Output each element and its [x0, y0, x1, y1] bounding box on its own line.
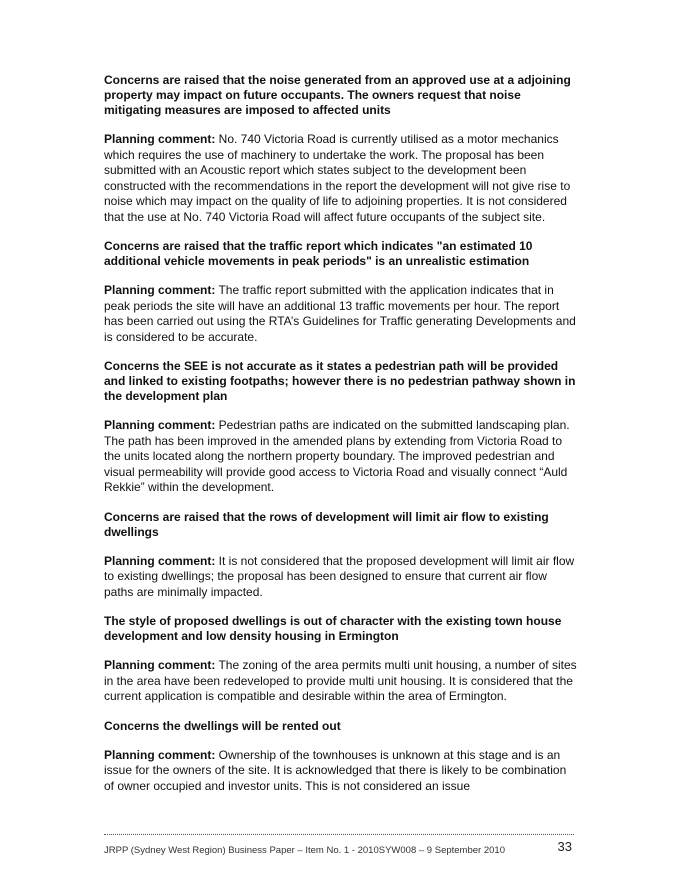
comment-text: The zoning of the area permits multi unit housing, a number of sites in the area have been redeveloped to provide multi unit housing. It is considered that the current application is compatible and desirable within the area of Ermington.: [104, 658, 577, 703]
concern-heading: Concerns the SEE is not accurate as it states a pedestrian path will be provided and linked to existing footpaths; however there is no pedestrian pathway shown in the development plan: [104, 359, 576, 403]
comment-lead: Planning comment:: [104, 553, 216, 568]
comment-text: It is not considered that the proposed development will limit air flow to existing dwellings; the proposal has been designed to ensure that current air flow paths are minimally impacted.: [104, 553, 575, 599]
concern-heading: Concerns are raised that the noise generated from an approved use at a adjoining property may impact on future occupants. The owners request that noise mitigating measures are imposed to affected units: [104, 73, 571, 117]
concern-section: [104, 239, 579, 345]
document-body: [104, 73, 579, 808]
concern-section: [104, 614, 579, 705]
comment-lead: Planning comment:: [104, 283, 216, 297]
concern-section: [104, 73, 579, 225]
concern-heading: Concerns are raised that the rows of development will limit air flow to existing dwellings: [104, 509, 549, 539]
planning-comment: [104, 132, 579, 225]
planning-comment: [104, 418, 579, 496]
footer-text: JRPP (Sydney West Region) Business Paper – Item No. 1 - 2010SYW008 – 9 September 2010: [104, 845, 505, 856]
concern-section: [104, 359, 579, 496]
concern-heading: The style of proposed dwellings is out of character with the existing town house development and low density housing in Ermington: [104, 614, 562, 643]
comment-lead: Planning comment:: [104, 132, 216, 146]
planning-comment: [104, 554, 579, 601]
comment-text: Ownership of the townhouses is unknown at this stage and is an issue for the owners of the site. It is acknowledged that there is likely to be combination of owner occupied and investor units. This is not considered an issue: [104, 747, 567, 793]
planning-comment: [104, 748, 579, 795]
comment-lead: Planning comment:: [104, 747, 216, 762]
page-number: 33: [557, 839, 572, 854]
planning-comment: [104, 283, 579, 345]
concern-section: [104, 719, 579, 795]
comment-text: The traffic report submitted with the application indicates that in peak periods the site will have an additional 13 traffic movements per hour. The report has been carried out using the RTA’s Guidelines for Traffic generating Developments and is considered to be accurate.: [104, 283, 576, 344]
concern-heading: Concerns are raised that the traffic report which indicates "an estimated 10 additional vehicle movements in peak periods" is an unrealistic estimation: [104, 239, 533, 268]
planning-comment: [104, 658, 579, 705]
page-footer: [104, 834, 574, 858]
comment-lead: Planning comment:: [104, 418, 216, 432]
concern-section: [104, 510, 579, 601]
comment-lead: Planning comment:: [104, 658, 216, 672]
comment-text: Pedestrian paths are indicated on the submitted landscaping plan. The path has been improved in the amended plans by extending from Victoria Road to the units located along the northern property boundary. The improved pedestrian and visual permeability will provide good access to Victoria Road and visually connect “Auld Rekkie” within the development.: [104, 418, 570, 494]
concern-heading: Concerns the dwellings will be rented out: [104, 718, 341, 733]
comment-text: No. 740 Victoria Road is currently utilised as a motor mechanics which requires the use of machinery to undertake the work. The proposal has been submitted with an Acoustic report which states subject to the development been constructed with the recommendations in the report the development will not give rise to noise which may impact on the quality of life to adjoining properties. It is not considered that the use at No. 740 Victoria Road will affect future occupants of the subject site.: [104, 132, 571, 224]
